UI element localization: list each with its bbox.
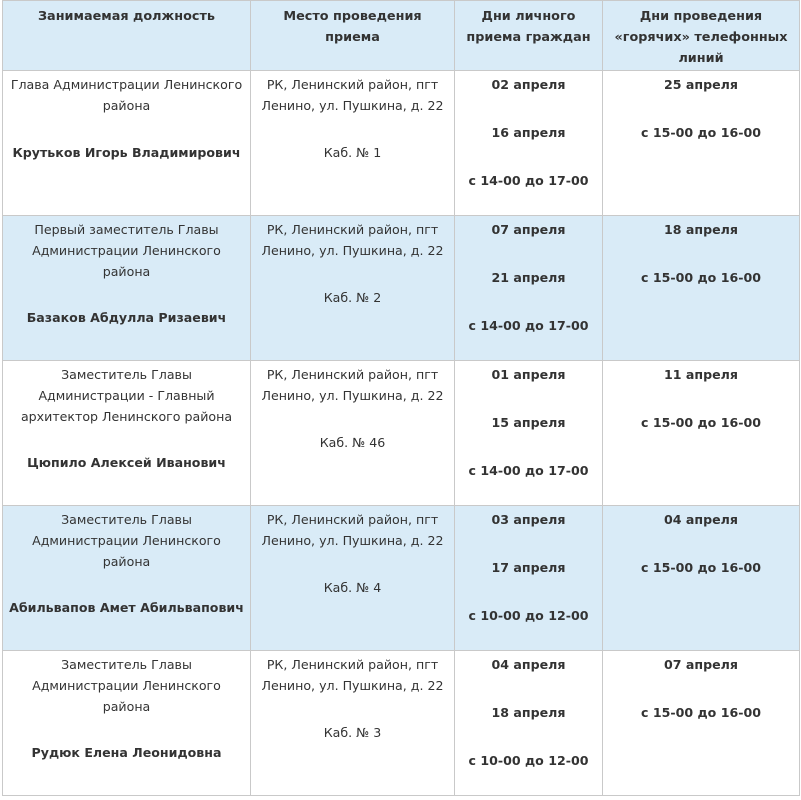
office-number: Каб. № 3 <box>323 724 382 740</box>
reception-schedule-table <box>2 0 800 796</box>
table-row <box>3 506 800 651</box>
table-row <box>3 361 800 506</box>
reception-time: с 10-00 до 12-00 <box>468 752 589 768</box>
position-line: Заместитель Главы <box>61 512 192 527</box>
position-line: Администрации Ленинского <box>32 677 221 693</box>
position-line: Администрации Ленинского <box>32 532 221 548</box>
table-row <box>3 71 800 216</box>
office-number: Каб. № 4 <box>323 579 382 595</box>
position-cell <box>3 216 251 361</box>
table-row <box>3 216 800 361</box>
hotline-cell <box>603 71 800 216</box>
place-line: РК, Ленинский район, пгт <box>266 657 439 672</box>
hotline-day: 07 апреля <box>664 657 738 672</box>
reception-cell <box>455 71 603 216</box>
official-name: Базаков Абдулла Ризаевич <box>26 310 227 326</box>
reception-cell <box>455 216 603 361</box>
position-line: района <box>102 97 151 113</box>
place-line: РК, Ленинский район, пгт <box>266 512 439 527</box>
hotline-day: 11 апреля <box>664 367 738 382</box>
place-cell <box>251 651 455 796</box>
position-cell <box>3 361 251 506</box>
hotline-cell <box>603 506 800 651</box>
place-cell <box>251 216 455 361</box>
position-line: архитектор Ленинского района <box>20 408 233 424</box>
reception-time: с 14-00 до 17-00 <box>468 172 589 188</box>
reception-day: 16 апреля <box>491 124 566 140</box>
header-position: Занимаемая должность <box>3 1 251 71</box>
reception-day: 15 апреля <box>491 414 566 430</box>
hotline-day: 18 апреля <box>664 222 738 237</box>
reception-day: 04 апреля <box>491 657 566 672</box>
hotline-time: с 15-00 до 16-00 <box>641 704 761 720</box>
office-number: Каб. № 46 <box>319 434 386 450</box>
official-name: Цюпило Алексей Иванович <box>27 455 226 471</box>
hotline-time: с 15-00 до 16-00 <box>641 559 761 575</box>
place-cell <box>251 361 455 506</box>
header-place: Место проведения приема <box>251 1 455 71</box>
position-line: Заместитель Главы <box>61 367 192 382</box>
position-line: района <box>102 698 151 714</box>
place-line: РК, Ленинский район, пгт <box>266 77 439 92</box>
place-line: РК, Ленинский район, пгт <box>266 367 439 382</box>
table-header-row <box>3 1 800 71</box>
hotline-time: с 15-00 до 16-00 <box>641 124 761 140</box>
position-cell <box>3 651 251 796</box>
reception-cell <box>455 651 603 796</box>
reception-day: 18 апреля <box>491 704 566 720</box>
reception-cell <box>455 361 603 506</box>
position-line: Администрации - Главный <box>38 387 215 403</box>
hotline-cell <box>603 216 800 361</box>
place-line: Ленино, ул. Пушкина, д. 22 <box>261 387 444 403</box>
reception-time: с 14-00 до 17-00 <box>468 462 589 478</box>
place-cell <box>251 506 455 651</box>
hotline-cell <box>603 361 800 506</box>
table-row <box>3 651 800 796</box>
header-reception-days: Дни личного приема граждан <box>455 1 603 71</box>
official-name: Рудюк Елена Леонидовна <box>31 745 222 761</box>
place-line: РК, Ленинский район, пгт <box>266 222 439 237</box>
official-name: Абильвапов Амет Абильвапович <box>9 600 244 616</box>
reception-day: 17 апреля <box>491 559 566 575</box>
position-cell <box>3 506 251 651</box>
position-line: района <box>102 553 151 569</box>
reception-day: 01 апреля <box>491 367 566 382</box>
place-line: Ленино, ул. Пушкина, д. 22 <box>261 532 444 548</box>
reception-day: 21 апреля <box>491 269 566 285</box>
office-number: Каб. № 2 <box>323 289 382 305</box>
office-number: Каб. № 1 <box>323 144 382 160</box>
hotline-day: 25 апреля <box>664 77 738 92</box>
reception-day: 03 апреля <box>491 512 566 527</box>
position-line: района <box>102 263 151 279</box>
hotline-time: с 15-00 до 16-00 <box>641 269 761 285</box>
position-line: Администрации Ленинского <box>32 242 221 258</box>
header-hotline-days: Дни проведения «горячих» телефонных линий <box>603 1 800 71</box>
reception-time: с 14-00 до 17-00 <box>468 317 589 333</box>
position-line: Заместитель Главы <box>61 657 192 672</box>
hotline-day: 04 апреля <box>664 512 738 527</box>
position-cell <box>3 71 251 216</box>
position-line: Первый заместитель Главы <box>34 222 219 237</box>
place-cell <box>251 71 455 216</box>
place-line: Ленино, ул. Пушкина, д. 22 <box>261 242 444 258</box>
reception-day: 02 апреля <box>491 77 566 92</box>
reception-day: 07 апреля <box>491 222 566 237</box>
reception-cell <box>455 506 603 651</box>
hotline-cell <box>603 651 800 796</box>
reception-time: с 10-00 до 12-00 <box>468 607 589 623</box>
place-line: Ленино, ул. Пушкина, д. 22 <box>261 677 444 693</box>
hotline-time: с 15-00 до 16-00 <box>641 414 761 430</box>
official-name: Крутьков Игорь Владимирович <box>12 144 241 160</box>
position-line: Глава Администрации Ленинского <box>10 77 243 92</box>
place-line: Ленино, ул. Пушкина, д. 22 <box>261 97 444 113</box>
